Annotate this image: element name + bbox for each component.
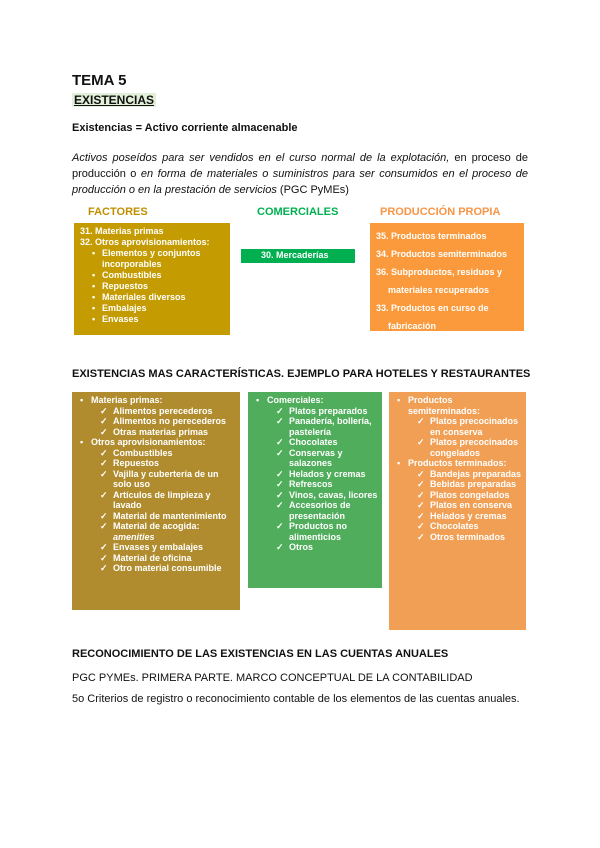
factores-item: • Embalajes — [80, 303, 224, 314]
column-productos: ▪ Productos semiterminados: ✓ Platos precocinados en conserva ✓ Platos precocinados congelados ▪ Productos terminados: ✓ Bandejas preparadas ✓ Bebidas preparadas ✓ Platos congelados ✓ Platos en conserva ✓ Helados y cremas ✓ Chocolates ✓ Otros terminados — [389, 392, 526, 630]
produccion-box: 35. Productos terminados 34. Productos semiterminados 36. Subproductos, residuos y materiales recuperados 33. Productos en curso de fabricación — [370, 223, 524, 331]
factores-box: 31. Materias primas 32. Otros aprovisionamientos: • Elementos y conjuntos incorporables • Combustibles • Repuestos • Materiales diversos • Embalajes • Envases — [74, 223, 230, 335]
header-comerciales: COMERCIALES — [257, 206, 339, 218]
factores-item: • Combustibles — [80, 270, 224, 281]
column-materias: ▪ Materias primas: ✓ Alimentos perecederos ✓ Alimentos no perecederos ✓ Otras materias primas ▪ Otros aprovisionamientos: ✓ Combustibles ✓ Repuestos ✓ Vajilla y cubertería de un solo uso ✓ Artículos de limpieza y lavado ✓ Material de mantenimiento ✓ Material de acogida: amenities ✓ Envases y embalajes ✓ Material de oficina ✓ Otro material consumible — [72, 392, 240, 610]
section2-title: EXISTENCIAS MAS CARACTERÍSTICAS. EJEMPLO PARA HOTELES Y RESTAURANTES — [72, 368, 531, 380]
section3-title: RECONOCIMIENTO DE LAS EXISTENCIAS EN LAS CUENTAS ANUALES — [72, 648, 449, 660]
definition-paragraph: Activos poseídos para ser vendidos en el curso normal de la explotación, en proceso de producción o en forma de materiales o suministros para ser consumidos en el proceso de producción o en la prestación de servicios (PGC PyMEs) — [72, 152, 529, 196]
factores-item: • Elementos y conjuntos incorporables — [80, 248, 224, 270]
column-comerciales: ▪ Comerciales: ✓ Platos preparados ✓ Panadería, bollería, pastelería ✓ Chocolates ✓ Conservas y salazones ✓ Helados y cremas ✓ Refrescos ✓ Vinos, cavas, licores ✓ Accesorios de presentación ✓ Productos no alimenticios ✓ Otros — [248, 392, 382, 588]
header-produccion: PRODUCCIÓN PROPIA — [380, 206, 501, 218]
factores-item: • Repuestos — [80, 281, 224, 292]
factores-item: • Envases — [80, 314, 224, 325]
header-factores: FACTORES — [88, 206, 148, 218]
comerciales-box: 30. Mercaderías — [241, 249, 355, 263]
page-title: TEMA 5 — [72, 72, 127, 89]
criteria-text: 5o Criterios de registro o reconocimiento contable de los elementos de las cuentas anuales. — [72, 693, 520, 705]
pgc-line: PGC PYMEs. PRIMERA PARTE. MARCO CONCEPTUAL DE LA CONTABILIDAD — [72, 672, 473, 684]
definition: Existencias = Activo corriente almacenable — [72, 122, 298, 134]
section-subtitle: EXISTENCIAS — [74, 93, 155, 107]
factores-item: • Materiales diversos — [80, 292, 224, 303]
